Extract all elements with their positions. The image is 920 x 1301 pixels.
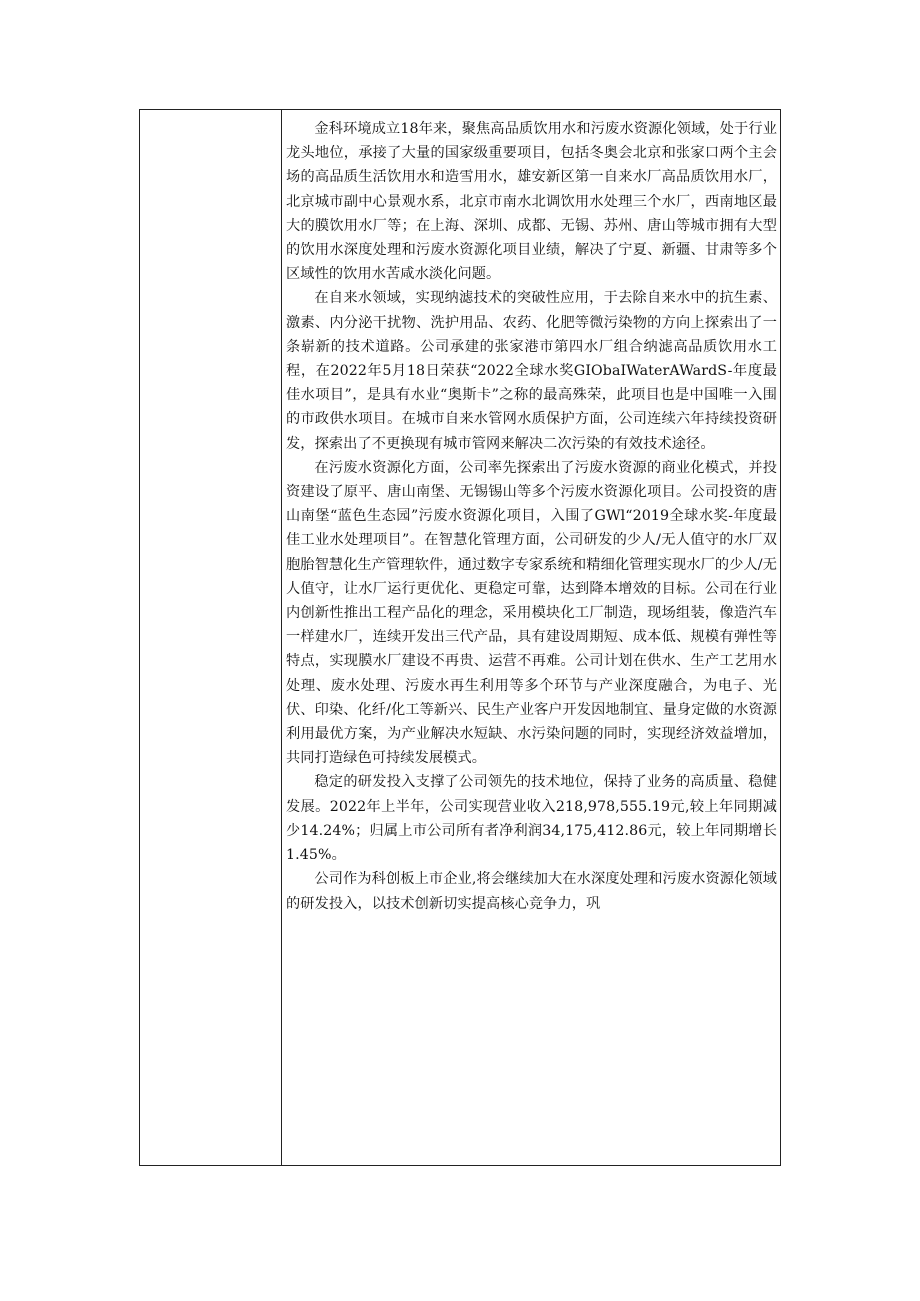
table-label-cell: [140, 110, 282, 1165]
paragraph-outlook: 公司作为科创板上市企业,将会继续加大在水深度处理和污废水资源化领域的研发投入，以技术创新切实提高核心竞争力，巩: [286, 871, 777, 912]
content-table: [139, 109, 781, 1166]
paragraph-tap-water: 在自来水领域，实现纳滤技术的突破性应用，于去除自来水中的抗生素、激素、内分泌干扰物、洗护用品、农药、化肥等微污染物的方向上探索出了一条崭新的技术道路。公司承建的张家港市第四水厂组合纳滤高品质饮用水工程，在2022年5月18日荣获“2022全球水奖GIObaIWaterAWardS-年度最佳水项目”，是具有水业“奥斯卡”之称的最高殊荣，此项目也是中国唯一入围的市政供水项目。在城市自来水管网水质保护方面，公司连续六年持续投资研发，探索出了不更换现有城市管网来解决二次污染的有效技术途径。: [286, 290, 777, 452]
table-content-cell: [282, 110, 780, 1165]
paragraph-wastewater-resources: 在污废水资源化方面，公司率先探索出了污废水资源的商业化模式，并投资建设了原平、唐山南堡、无锡锡山等多个污废水资源化项目。公司投资的唐山南堡“蓝色生态园”污废水资源化项目，入围了GWl“2019全球水奖-年度最佳工业水处理项目”。在智慧化管理方面，公司研发的少人/无人值守的水厂双胞胎智慧化生产管理软件，通过数字专家系统和精细化管理实现水厂的少人/无人值守，让水厂运行更优化、更稳定可靠，达到降本增效的目标。公司在行业内创新性推出工程产品化的理念，采用模块化工厂制造，现场组装，像造汽车一样建水厂，连续开发出三代产品，具有建设周期短、成本低、规模有弹性等特点，实现膜水厂建设不再贵、运营不再难。公司计划在供水、生产工艺用水处理、废水处理、污废水再生利用等多个环节与产业深度融合，为电子、光伏、印染、化纤/化工等新兴、民生产业客户开发因地制宜、量身定做的水资源利用最优方案，为产业解决水短缺、水污染问题的同时，实现经济效益增加，共同打造绿色可持续发展模式。: [286, 459, 777, 767]
paragraph-financial-results: 稳定的研发投入支撑了公司领先的技术地位，保持了业务的高质量、稳健发展。2022年上半年，公司实现营业收入218,978,555.19元,较上年同期减少14.24%；归属上市公司所有者净利润34,175,412.86元，较上年同期增长1.45%。: [286, 774, 777, 864]
paragraph-company-overview: 金科环境成立18年来，聚焦高品质饮用水和污废水资源化领域，处于行业龙头地位，承接了大量的国家级重要项目，包括冬奥会北京和张家口两个主会场的高品质生活饮用水和造雪用水，雄安新区第一自来水厂高品质饮用水厂，北京城市副中心景观水系，北京市南水北调饮用水处理三个水厂，西南地区最大的膜饮用水厂等；在上海、深圳、成都、无锡、苏州、唐山等城市拥有大型的饮用水深度处理和污废水资源化项目业绩，解决了宁夏、新疆、甘肃等多个区域性的饮用水苦咸水淡化问题。: [286, 121, 777, 283]
